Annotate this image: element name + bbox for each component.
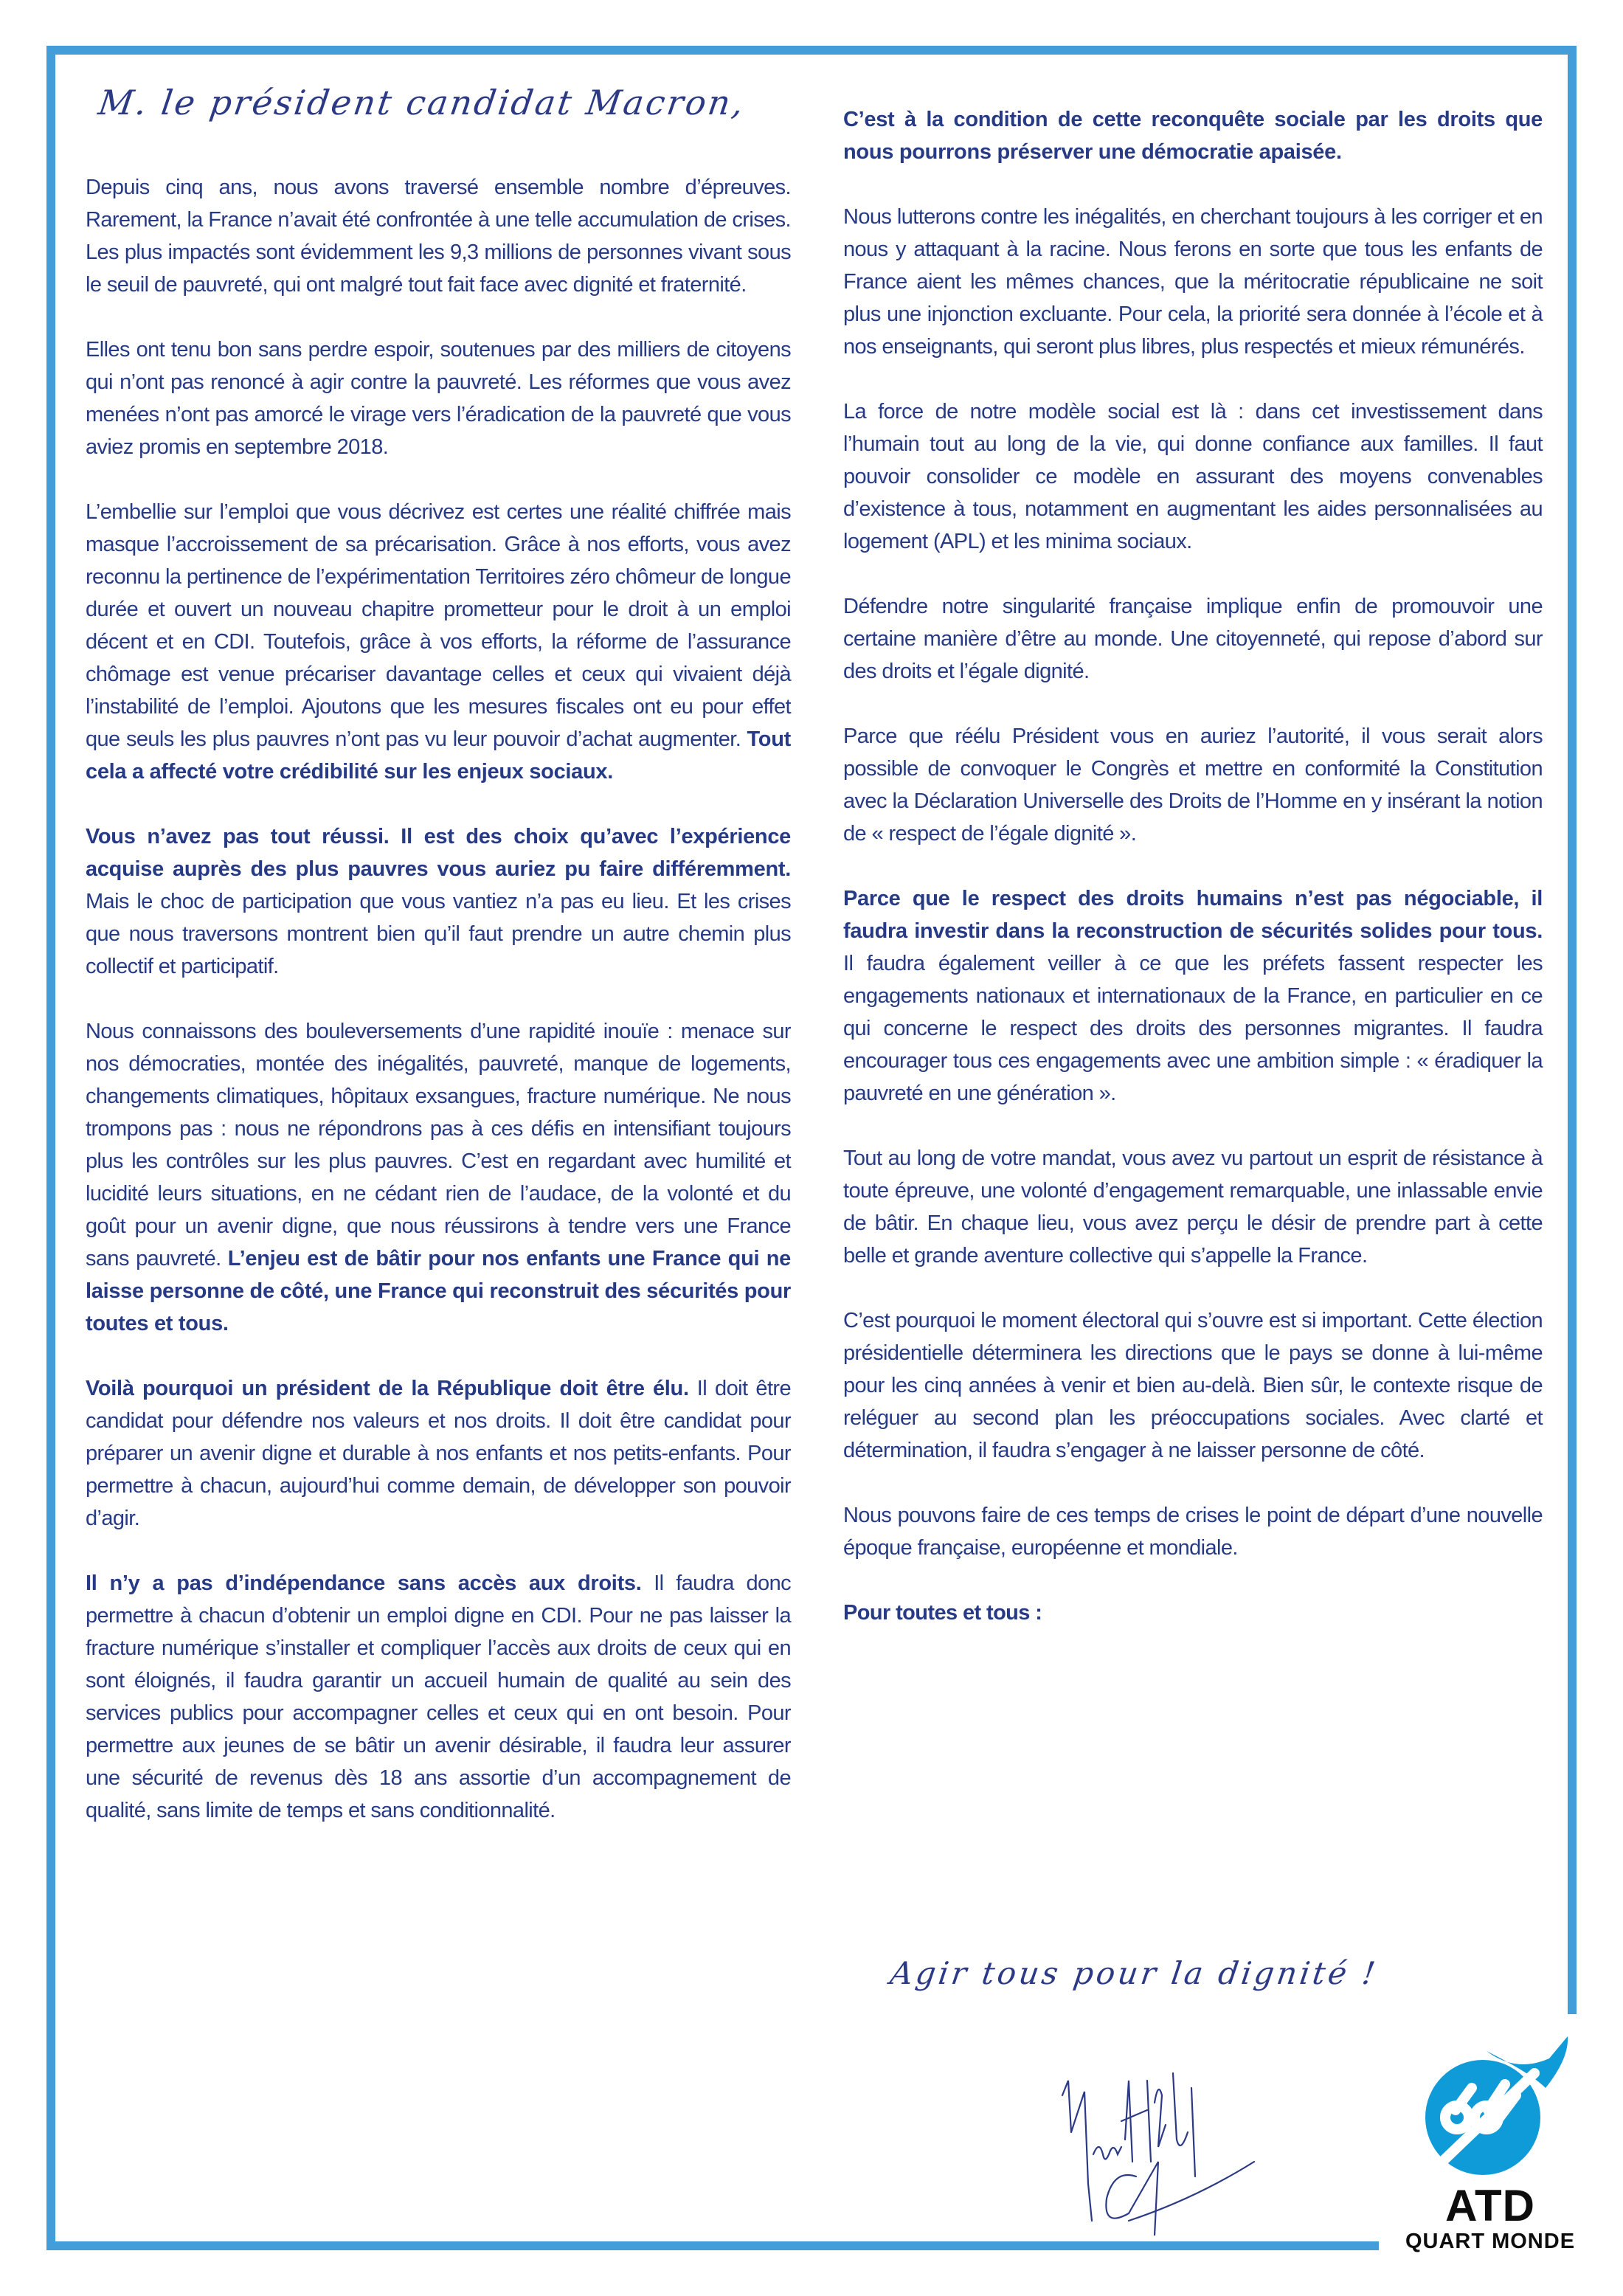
frame-border-top <box>46 46 1577 55</box>
emphasis: C’est à la condition de cette reconquête sociale par les droits que nous pourrons préserver une démocratie apaisée. <box>843 108 1543 164</box>
paragraph: La force de notre modèle social est là : dans cet investissement dans l’humain tout au long de la vie, qui donne confiance aux familles. Il faut pouvoir consolider ce modèle en assurant des moyens convenables d’existence à tous, notamment en augmentant les aides personnalisées au logement (APL) et les minima sociaux. <box>843 400 1543 553</box>
atd-quart-monde-logo <box>1398 2007 1590 2258</box>
atd-globe-logo-icon <box>1398 2007 1590 2184</box>
letter-right-column <box>843 103 1543 1662</box>
emphasis: Parce que le respect des droits humains n’est pas négociable, il faudra investir dans la reconstruction de sécurités solides pour tous. <box>843 887 1543 943</box>
paragraph: Vous n’avez pas tout réussi. Il est des choix qu’avec l’expérience acquise auprès des plus pauvres vous auriez pu faire différemment. Mais le choc de participation que vous vantiez n’a pas eu lieu. Et les crises que nous traversons montrent bien qu’il faut prendre un autre chemin plus collectif et participatif. <box>86 825 791 978</box>
paragraph: Il n’y a pas d’indépendance sans accès aux droits. Il faudra donc permettre à chacun d’obtenir un emploi digne en CDI. Pour ne pas laisser la fracture numérique s’installer et compliquer l’accès aux droits de ceux qui en sont éloignés, il faudra garantir un accueil humain de qualité au sein des services publics pour accompagner celles et ceux qui en ont besoin. Pour permettre aux jeunes de se bâtir un avenir désirable, il faudra leur assurer une sécurité de revenus dès 18 ans assortie d’un accompagnement de qualité, sans limite de temps et sans conditionnalité. <box>86 1571 791 1822</box>
paragraph: Tout au long de votre mandat, vous avez vu partout un esprit de résistance à toute épreuve, une volonté d’engagement remarquable, une inlassable envie de bâtir. En chaque lieu, vous avez perçu le désir de prendre part à cette belle et grande aventure collective qui s’appelle la France. <box>843 1147 1543 1268</box>
paragraph: Nous lutterons contre les inégalités, en cherchant toujours à les corriger et en nous y attaquant à la racine. Nous ferons en sorte que tous les enfants de France aient les mêmes chances, que la méritocratie républicaine ne soit plus une injonction excluante. Pour cela, la priorité sera donnée à l’école et à nos enseignants, qui seront plus libres, plus respectés et mieux rémunérés. <box>843 205 1543 359</box>
paragraph: Parce que réélu Président vous en auriez l’autorité, il vous serait alors possible de convoquer le Congrès et mettre en conformité la Constitution avec la Déclaration Universelle des Droits de l’Homme en y insérant la notion de « respect de l’égale dignité ». <box>843 725 1543 846</box>
paragraph: Nous pouvons faire de ces temps de crises le point de départ d’une nouvelle époque française, européenne et mondiale. <box>843 1504 1543 1560</box>
paragraph: Défendre notre singularité française implique enfin de promouvoir une certaine manière d’être au monde. Une citoyenneté, qui repose d’abord sur des droits et l’égale dignité. <box>843 595 1543 683</box>
frame-border-bottom <box>46 2241 1379 2250</box>
signature-icon <box>1048 2051 1269 2236</box>
letter-left-column <box>86 171 791 1859</box>
frame-border-right <box>1568 46 1577 2014</box>
paragraph <box>843 103 1543 168</box>
paragraph: Elles ont tenu bon sans perdre espoir, soutenues par des milliers de citoyens qui n’ont pas renoncé à agir contre la pauvreté. Les réformes que vous avez menées n’ont pas amorcé le virage vers l’éradication de la pauvreté que vous aviez promis en septembre 2018. <box>86 338 791 459</box>
paragraph: Depuis cinq ans, nous avons traversé ensemble nombre d’épreuves. Rarement, la France n’avait été confrontée à une telle accumulation de crises. Les plus impactés sont évidemment les 9,3 millions de personnes vivant sous le seuil de pauvreté, qui ont malgré tout fait face avec dignité et fraternité. <box>86 176 791 297</box>
logo-subtitle: QUART MONDE <box>1405 2230 1576 2253</box>
emphasis: L’enjeu est de bâtir pour nos enfants une France qui ne laisse personne de côté, une France qui reconstruit des sécurités pour toutes et tous. <box>86 1247 791 1335</box>
paragraph: C’est pourquoi le moment électoral qui s’ouvre est si important. Cette élection présidentielle déterminera les directions que le pays se donne à lui-même pour les cinq années à venir et bien au-delà. Bien sûr, le contexte risque de reléguer au second plan les préoccupations sociales. Avec clarté et détermination, il faudra s’engager à ne laisser personne de côté. <box>843 1309 1543 1462</box>
motto-handwritten: Agir tous pour la dignité ! <box>887 1955 1380 1991</box>
emphasis: Tout cela a affecté votre crédibilité sur les enjeux sociaux. <box>86 727 791 784</box>
emphasis: Il n’y a pas d’indépendance sans accès aux droits. <box>86 1571 642 1595</box>
paragraph: Voilà pourquoi un président de la République doit être élu. Il doit être candidat pour défendre nos valeurs et nos droits. Il doit être candidat pour préparer un avenir digne et durable à nos enfants et nos petits-enfants. Pour permettre à chacun, aujourd’hui comme demain, de développer son pouvoir d’agir. <box>86 1377 791 1530</box>
paragraph: L’embellie sur l’emploi que vous décrivez est certes une réalité chiffrée mais masque l’accroissement de sa précarisation. Grâce à nos efforts, vous avez reconnu la pertinence de l’expérimentation Territoires zéro chômeur de longue durée et ouvert un nouveau chapitre prometteur pour le droit à un emploi décent et en CDI. Toutefois, grâce à vos efforts, la réforme de l’assurance chômage est venue précariser davantage celles et ceux qui vivaient déjà l’instabilité de l’emploi. Ajoutons que les mesures fiscales ont eu pour effet que seuls les plus pauvres n’ont pas vu leur pouvoir d’achat augmenter. Tout cela a affecté votre crédibilité sur les enjeux sociaux. <box>86 500 791 784</box>
paragraph: Parce que le respect des droits humains n’est pas négociable, il faudra investir dans la reconstruction de sécurités solides pour tous. Il faudra également veiller à ce que les préfets fassent respecter les engagements nationaux et internationaux de la France, en particulier en ce qui concerne le respect des droits des personnes migrantes. Il faudra encourager tous ces engagements avec une ambition simple : « éradiquer la pauvreté en une génération ». <box>843 887 1543 1105</box>
frame-border-left <box>46 46 55 2250</box>
logo-title: ATD <box>1445 2181 1535 2230</box>
paragraph: Nous connaissons des bouleversements d’une rapidité inouïe : menace sur nos démocraties, montée des inégalités, pauvreté, manque de logements, changements climatiques, hôpitaux exsangues, fracture numérique. Ne nous trompons pas : nous ne répondrons pas à ces défis en intensifiant toujours plus les contrôles sur les plus pauvres. C’est en regardant avec humilité et lucidité leurs situations, en ne cédant rien de l’audace, de la volonté et du goût pour un avenir digne, que nous réussirons à tendre vers une France sans pauvreté. L’enjeu est de bâtir pour nos enfants une France qui ne laisse personne de côté, une France qui reconstruit des sécurités pour toutes et tous. <box>86 1020 791 1335</box>
salutation-handwritten: M. le président candidat Macron, <box>96 83 749 122</box>
emphasis: Voilà pourquoi un président de la République doit être élu. <box>86 1377 689 1400</box>
emphasis: Vous n’avez pas tout réussi. Il est des choix qu’avec l’expérience acquise auprès des plus pauvres vous auriez pu faire différemment. <box>86 825 791 881</box>
closing-line: Pour toutes et tous : <box>843 1601 1042 1625</box>
